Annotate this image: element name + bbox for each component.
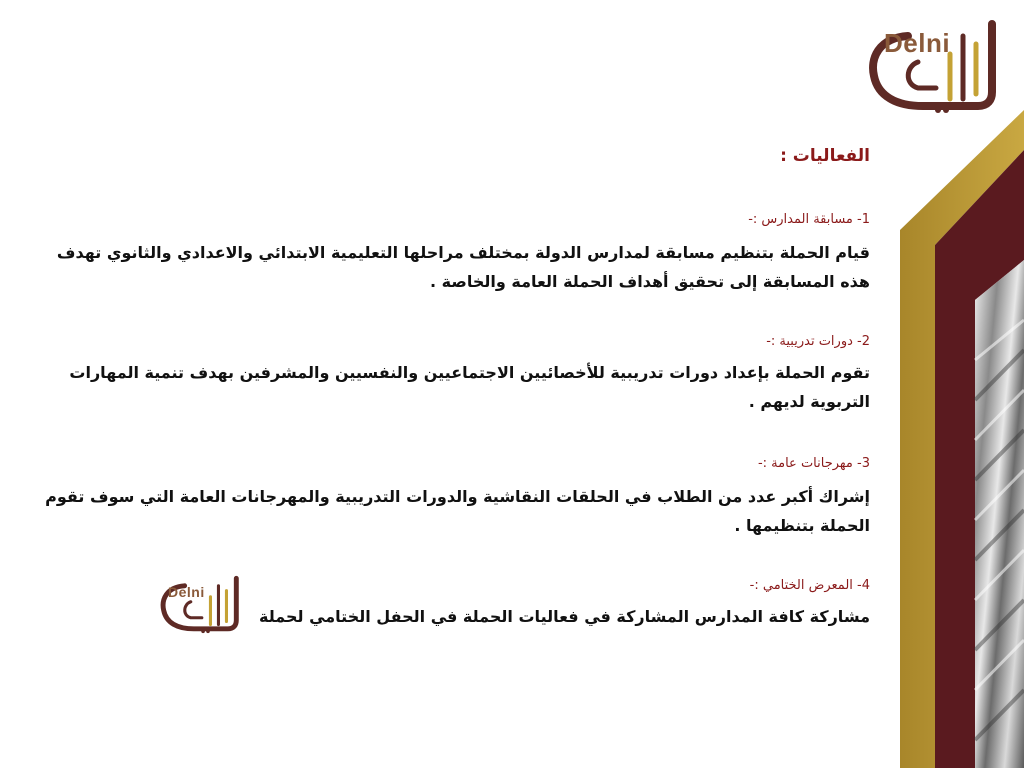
section-1-title: 1- مسابقة المدارس :-	[748, 212, 870, 227]
section-2-title: 2- دورات تدريبية :-	[766, 334, 870, 349]
inline-brand-logo	[160, 570, 240, 636]
section-4-body: مشاركة كافة المدارس المشاركة في فعاليات الحملة في الحفل الختامي لحملة	[259, 607, 870, 626]
logo-brand-text: Delni	[884, 28, 951, 58]
section-1-body: قيام الحملة بتنظيم مسابقة لمدارس الدولة بمختلف مراحلها التعليمية الابتدائي والاعدادي والثانوي تهدف هذه المسابقة إلى تحقيق أهداف الحملة العامة والخاصة .	[56, 243, 870, 291]
section-4-title: 4- المعرض الختامي :-	[749, 578, 870, 593]
logo-brand-text: Delni	[168, 584, 205, 600]
brand-logo	[868, 14, 998, 114]
section-3-title: 3- مهرجانات عامة :-	[757, 456, 870, 471]
logo-mark-icon	[160, 570, 240, 636]
content-area	[30, 0, 870, 768]
section-2-body: تقوم الحملة بإعداد دورات تدريبية للأخصائيين الاجتماعيين والنفسيين والمشرفين بهدف تنمية المهارات التربوية لديهم .	[69, 363, 870, 411]
section-3-body: إشراك أكبر عدد من الطلاب في الحلقات النقاشية والدورات التدريبية والمهرجانات العامة التي سوف تقوم الحملة بتنظيمها .	[45, 487, 870, 535]
page-heading: الفعاليات :	[780, 146, 870, 166]
